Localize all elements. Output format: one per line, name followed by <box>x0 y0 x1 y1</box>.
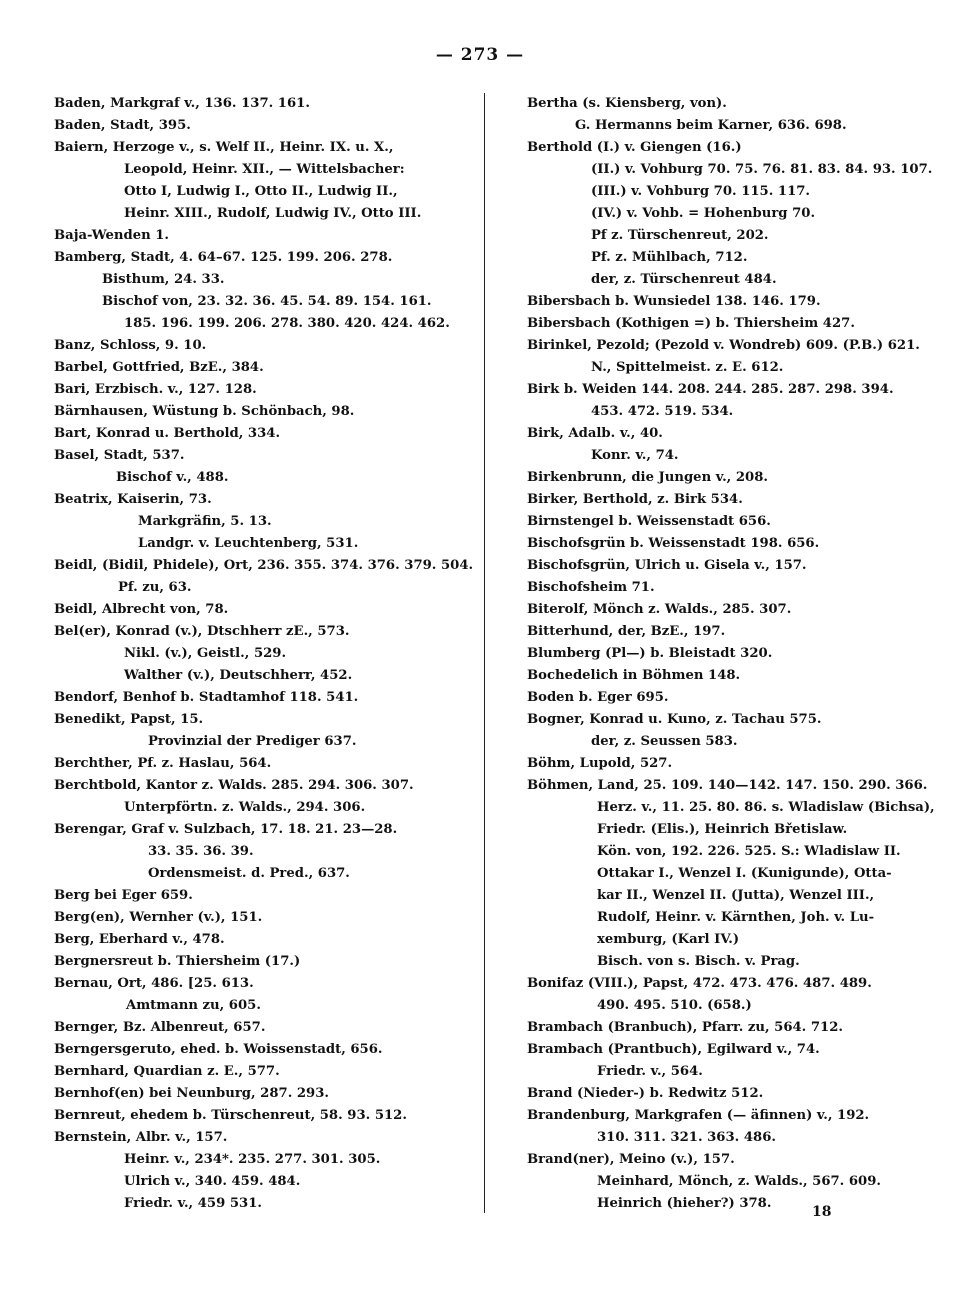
index-entry: Bibersbach b. Wunsiedel 138. 146. 179. <box>527 294 821 309</box>
index-entry: Bernger, Bz. Albenreut, 657. <box>54 1020 266 1035</box>
index-entry: Markgräfin, 5. 13. <box>138 514 272 529</box>
index-entry: xemburg, (Karl IV.) <box>597 932 740 947</box>
index-entry: Birk b. Weiden 144. 208. 244. 285. 287. 298. 394. <box>527 382 894 397</box>
index-entry: Herz. v., 11. 25. 80. 86. s. Wladislaw (Bichsa), <box>597 800 935 815</box>
index-entry: Bari, Erzbisch. v., 127. 128. <box>54 382 257 397</box>
index-entry: Friedr. (Elis.), Heinrich Břetislaw. <box>597 822 848 837</box>
index-entry: Baden, Markgraf v., 136. 137. 161. <box>54 96 310 111</box>
signature-mark: 18 <box>812 1204 832 1220</box>
index-entry: Ottakar I., Wenzel I. (Kunigunde), Otta- <box>597 866 892 881</box>
index-entry: Pf. zu, 63. <box>118 580 192 595</box>
index-entry: Banz, Schloss, 9. 10. <box>54 338 207 353</box>
index-entry: Bibersbach (Kothigen =) b. Thiersheim 427. <box>527 316 855 331</box>
index-entry: Bernhof(en) bei Neunburg, 287. 293. <box>54 1086 329 1101</box>
index-entry: N., Spittelmeist. z. E. 612. <box>591 360 784 375</box>
index-entry: Barbel, Gottfried, BzE., 384. <box>54 360 264 375</box>
index-entry: Brandenburg, Markgrafen (— äfinnen) v., 192. <box>527 1108 870 1123</box>
index-entry: Bischof v., 488. <box>116 470 229 485</box>
index-entry: Bernau, Ort, 486. [25. 613. <box>54 976 254 991</box>
index-entry: Leopold, Heinr. XII., — Wittelsbacher: <box>124 162 405 177</box>
index-entry: Biterolf, Mönch z. Walds., 285. 307. <box>527 602 792 617</box>
index-entry: Brambach (Prantbuch), Egilward v., 74. <box>527 1042 820 1057</box>
index-entry: Bischofsheim 71. <box>527 580 655 595</box>
index-entry: Baja-Wenden 1. <box>54 228 170 243</box>
index-entry: Beidl, (Bidil, Phidele), Ort, 236. 355. 374. 376. 379. 504. <box>54 558 474 573</box>
index-entry: Berchther, Pf. z. Haslau, 564. <box>54 756 272 771</box>
index-entry: Otto I, Ludwig I., Otto II., Ludwig II., <box>124 184 398 199</box>
index-entry: Bernstein, Albr. v., 157. <box>54 1130 228 1145</box>
index-entry: Bärnhausen, Wüstung b. Schönbach, 98. <box>54 404 355 419</box>
index-entry: Bogner, Konrad u. Kuno, z. Tachau 575. <box>527 712 822 727</box>
index-entry: Birnstengel b. Weissenstadt 656. <box>527 514 771 529</box>
index-entry: Heinrich (hieher?) 378. <box>597 1196 772 1211</box>
index-entry: der, z. Seussen 583. <box>591 734 738 749</box>
index-entry: Walther (v.), Deutschherr, 452. <box>124 668 353 683</box>
index-entry: 490. 495. 510. (658.) <box>597 998 752 1013</box>
column-divider <box>484 93 485 1213</box>
index-entry: Böhmen, Land, 25. 109. 140—142. 147. 150. 290. 366. <box>527 778 928 793</box>
index-entry: Rudolf, Heinr. v. Kärnthen, Joh. v. Lu- <box>597 910 875 925</box>
index-entry: Basel, Stadt, 537. <box>54 448 185 463</box>
index-entry: 310. 311. 321. 363. 486. <box>597 1130 776 1145</box>
index-entry: Bergnersreut b. Thiersheim (17.) <box>54 954 301 969</box>
index-entry: Boden b. Eger 695. <box>527 690 669 705</box>
index-entry: Heinr. XIII., Rudolf, Ludwig IV., Otto III. <box>124 206 422 221</box>
index-entry: Beatrix, Kaiserin, 73. <box>54 492 212 507</box>
index-entry: Brand(ner), Meino (v.), 157. <box>527 1152 735 1167</box>
index-entry: Bendorf, Benhof b. Stadtamhof 118. 541. <box>54 690 359 705</box>
index-entry: (IV.) v. Vohb. = Hohenburg 70. <box>591 206 816 221</box>
index-entry: Bischofsgrün, Ulrich u. Gisela v., 157. <box>527 558 807 573</box>
index-entry: Pf. z. Mühlbach, 712. <box>591 250 748 265</box>
index-entry: Bart, Konrad u. Berthold, 334. <box>54 426 281 441</box>
index-entry: Bischofsgrün b. Weissenstadt 198. 656. <box>527 536 820 551</box>
index-entry: Landgr. v. Leuchtenberg, 531. <box>138 536 359 551</box>
index-entry: Benedikt, Papst, 15. <box>54 712 204 727</box>
index-entry: Meinhard, Mönch, z. Walds., 567. 609. <box>597 1174 881 1189</box>
index-entry: Baden, Stadt, 395. <box>54 118 191 133</box>
index-entry: Bamberg, Stadt, 4. 64–67. 125. 199. 206. 278. <box>54 250 393 265</box>
index-entry: Bochedelich in Böhmen 148. <box>527 668 741 683</box>
index-entry: Berengar, Graf v. Sulzbach, 17. 18. 21. 23—28. <box>54 822 398 837</box>
index-entry: Berngersgeruto, ehed. b. Woissenstadt, 656. <box>54 1042 383 1057</box>
index-entry: Bisch. von s. Bisch. v. Prag. <box>597 954 800 969</box>
index-entry: Blumberg (Pl—) b. Bleistadt 320. <box>527 646 773 661</box>
index-entry: Konr. v., 74. <box>591 448 679 463</box>
index-entry: Böhm, Lupold, 527. <box>527 756 673 771</box>
index-entry: Birkenbrunn, die Jungen v., 208. <box>527 470 768 485</box>
index-column-right <box>527 93 935 1215</box>
index-entry: Birinkel, Pezold; (Pezold v. Wondreb) 609. (P.B.) 621. <box>527 338 920 353</box>
index-entry: Bonifaz (VIII.), Papst, 472. 473. 476. 487. 489. <box>527 976 872 991</box>
index-entry: Bisthum, 24. 33. <box>102 272 225 287</box>
index-entry: Ordensmeist. d. Pred., 637. <box>148 866 350 881</box>
index-entry: Bernreut, ehedem b. Türschenreut, 58. 93. 512. <box>54 1108 407 1123</box>
index-entry: der, z. Türschenreut 484. <box>591 272 777 287</box>
index-entry: Birk, Adalb. v., 40. <box>527 426 663 441</box>
index-entry: Bischof von, 23. 32. 36. 45. 54. 89. 154. 161. <box>102 294 432 309</box>
index-entry: 33. 35. 36. 39. <box>148 844 254 859</box>
index-entry: Berthold (I.) v. Giengen (16.) <box>527 140 742 155</box>
index-entry: kar II., Wenzel II. (Jutta), Wenzel III., <box>597 888 875 903</box>
index-entry: Heinr. v., 234*. 235. 277. 301. 305. <box>124 1152 381 1167</box>
index-entry: Berg bei Eger 659. <box>54 888 193 903</box>
index-entry: Bitterhund, der, BzE., 197. <box>527 624 726 639</box>
index-entry: Birker, Berthold, z. Birk 534. <box>527 492 743 507</box>
index-entry: Brand (Nieder-) b. Redwitz 512. <box>527 1086 764 1101</box>
index-entry: Berg(en), Wernher (v.), 151. <box>54 910 263 925</box>
index-entry: Brambach (Branbuch), Pfarr. zu, 564. 712. <box>527 1020 843 1035</box>
index-column-left <box>54 93 472 1215</box>
index-entry: Amtmann zu, 605. <box>126 998 261 1013</box>
index-entry: Bernhard, Quardian z. E., 577. <box>54 1064 280 1079</box>
index-entry: Friedr. v., 459 531. <box>124 1196 262 1211</box>
index-entry: Pf z. Türschenreut, 202. <box>591 228 769 243</box>
index-entry: Provinzial der Prediger 637. <box>148 734 357 749</box>
page-header: — 273 — <box>435 45 525 65</box>
index-entry: (III.) v. Vohburg 70. 115. 117. <box>591 184 811 199</box>
index-entry: Friedr. v., 564. <box>597 1064 703 1079</box>
index-entry: G. Hermanns beim Karner, 636. 698. <box>575 118 847 133</box>
index-entry: Ulrich v., 340. 459. 484. <box>124 1174 301 1189</box>
index-entry: Unterpförtn. z. Walds., 294. 306. <box>124 800 366 815</box>
index-entry: (II.) v. Vohburg 70. 75. 76. 81. 83. 84. 93. 107. <box>591 162 933 177</box>
index-entry: 185. 196. 199. 206. 278. 380. 420. 424. 462. <box>124 316 450 331</box>
index-entry: 453. 472. 519. 534. <box>591 404 734 419</box>
index-entry: Berg, Eberhard v., 478. <box>54 932 225 947</box>
index-entry: Beidl, Albrecht von, 78. <box>54 602 229 617</box>
index-entry: Berchtbold, Kantor z. Walds. 285. 294. 306. 307. <box>54 778 414 793</box>
index-entry: Bertha (s. Kiensberg, von). <box>527 96 727 111</box>
index-entry: Nikl. (v.), Geistl., 529. <box>124 646 287 661</box>
index-entry: Baiern, Herzoge v., s. Welf II., Heinr. IX. u. X., <box>54 140 394 155</box>
index-entry: Bel(er), Konrad (v.), Dtschherr zE., 573. <box>54 624 350 639</box>
index-entry: Kön. von, 192. 226. 525. S.: Wladislaw II. <box>597 844 901 859</box>
